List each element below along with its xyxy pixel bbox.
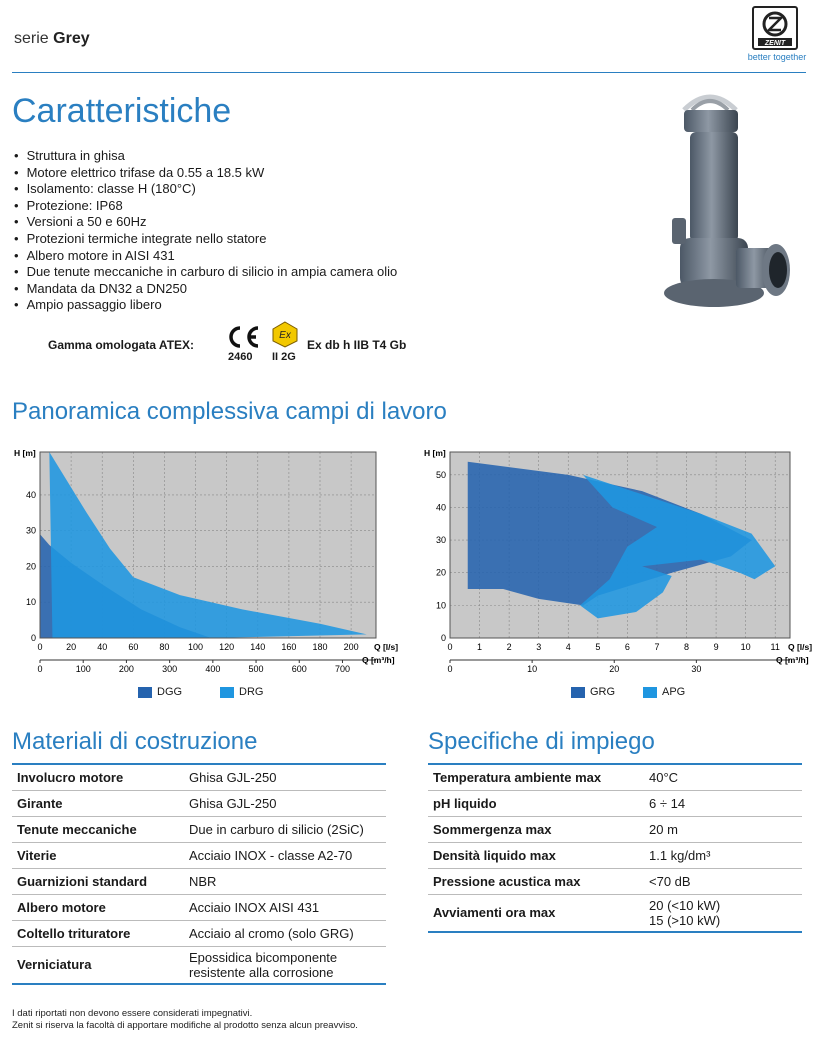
x-tick-label: 10 — [740, 642, 751, 652]
materials-key: Tenute meccaniche — [12, 816, 184, 842]
x2-tick-label: 30 — [691, 664, 702, 674]
specs-row — [428, 790, 802, 816]
x-tick-label: 0 — [37, 642, 43, 652]
materials-key: Coltello trituratore — [12, 920, 184, 946]
specs-value: 20 m — [644, 816, 802, 842]
y-tick-label: 40 — [435, 502, 446, 513]
materials-row — [12, 920, 386, 946]
series-name: Grey — [53, 30, 90, 47]
specs-row — [428, 868, 802, 894]
x-tick-label: 180 — [312, 642, 328, 652]
x2-tick-label: 0 — [447, 664, 453, 674]
svg-text:Ex: Ex — [279, 330, 291, 341]
specs-value: <70 dB — [644, 868, 802, 894]
materials-row — [12, 894, 386, 920]
materials-value: Acciaio INOX AISI 431 — [184, 894, 386, 920]
materials-value: Acciaio al cromo (solo GRG) — [184, 920, 386, 946]
zenit-logo — [752, 6, 798, 50]
legend-apg — [643, 686, 685, 698]
y-tick-label: 20 — [25, 561, 36, 572]
materials-key: Girante — [12, 790, 184, 816]
x-tick-label: 60 — [128, 642, 139, 652]
legend-drg — [220, 686, 263, 698]
specs-value: 6 ÷ 14 — [644, 790, 802, 816]
specs-row — [428, 894, 802, 932]
specs-value-line: 20 (<10 kW) — [649, 897, 721, 913]
features-list — [14, 148, 397, 314]
materials-row — [12, 946, 386, 984]
materials-value: NBR — [184, 868, 386, 894]
ex-group: II 2G — [272, 351, 296, 363]
materials-value: Ghisa GJL-250 — [184, 764, 386, 790]
materials-value-line: Epossidica bicomponente — [189, 949, 338, 965]
feature-item: • Isolamento: classe H (180°C) — [14, 181, 397, 198]
materials-key: Guarnizioni standard — [12, 868, 184, 894]
x-tick-label: 6 — [624, 642, 630, 652]
x-tick-label: 2 — [506, 642, 512, 652]
legend-drg-label: DRG — [239, 686, 264, 698]
specs-row — [428, 816, 802, 842]
specs-value-line: 15 (>10 kW) — [649, 912, 721, 928]
materials-value: Due in carburo di silicio (2SiC) — [184, 816, 386, 842]
brand-tagline: better together — [747, 52, 807, 62]
materials-value: Ghisa GJL-250 — [184, 790, 386, 816]
specs-key: Pressione acustica max — [428, 868, 644, 894]
feature-item: • Due tenute meccaniche in carburo di silicio in ampia camera olio — [14, 264, 397, 281]
x-tick-label: 1 — [477, 642, 483, 652]
y-tick-label: 0 — [30, 633, 36, 643]
legend-grg-label: GRG — [590, 686, 616, 698]
x-tick-label: 8 — [684, 642, 690, 652]
x-axis-label: Q [l/s] — [374, 642, 399, 652]
materials-value-line: resistente alla corrosione — [189, 964, 334, 980]
x-tick-label: 80 — [159, 642, 170, 652]
y-tick-label: 30 — [25, 525, 36, 536]
y-tick-label: 10 — [25, 597, 36, 608]
legend-grg — [571, 686, 615, 698]
features-title: Caratteristiche — [12, 92, 232, 130]
materials-row — [12, 764, 386, 790]
x-tick-label: 40 — [97, 642, 108, 652]
specs-row — [428, 764, 802, 790]
materials-value — [184, 946, 386, 984]
x-tick-label: 20 — [66, 642, 77, 652]
x2-tick-label: 20 — [609, 664, 620, 674]
performance-chart-dgg-drg — [10, 444, 399, 680]
x-tick-label: 160 — [281, 642, 297, 652]
specs-table — [428, 763, 802, 933]
legend-dgg — [138, 686, 182, 698]
materials-key: Viterie — [12, 842, 184, 868]
header-divider — [12, 72, 806, 73]
x-tick-label: 120 — [219, 642, 235, 652]
specs-key: Densità liquido max — [428, 842, 644, 868]
x-tick-label: 200 — [343, 642, 359, 652]
materials-table — [12, 763, 386, 985]
x-axis-label: Q [l/s] — [788, 642, 813, 652]
legend-grg-swatch — [571, 687, 585, 698]
x2-tick-label: 600 — [291, 664, 307, 674]
x-tick-label: 9 — [713, 642, 719, 652]
y-tick-label: 20 — [435, 567, 446, 578]
feature-item: • Protezioni termiche integrate nello statore — [14, 231, 397, 248]
specs-row — [428, 842, 802, 868]
pump-image — [640, 88, 800, 328]
materials-title: Materiali di costruzione — [12, 728, 258, 755]
legend-dgg-label: DGG — [157, 686, 183, 698]
y-tick-label: 50 — [435, 469, 446, 480]
specs-value: 1.1 kg/dm³ — [644, 842, 802, 868]
specs-key: Sommergenza max — [428, 816, 644, 842]
series-prefix: serie — [14, 30, 49, 47]
specs-value — [644, 894, 802, 932]
materials-row — [12, 816, 386, 842]
y-axis-label: H [m] — [14, 448, 36, 458]
feature-item: • Albero motore in AISI 431 — [14, 248, 397, 265]
ce-number: 2460 — [228, 351, 253, 363]
series-title — [14, 30, 90, 48]
atex-code: Ex db h IIB T4 Gb — [307, 338, 407, 352]
feature-item: • Versioni a 50 e 60Hz — [14, 214, 397, 231]
x2-axis-label: Q [m³/h] — [362, 655, 395, 665]
performance-chart-grg-apg — [420, 444, 813, 680]
feature-item: • Motore elettrico trifase da 0.55 a 18.5 kW — [14, 165, 397, 182]
x2-tick-label: 100 — [75, 664, 91, 674]
materials-row — [12, 868, 386, 894]
logo-text: ZENIT — [764, 40, 786, 47]
ex-atex-icon — [271, 320, 299, 348]
y-axis-label: H [m] — [424, 448, 446, 458]
x-tick-label: 11 — [770, 642, 780, 652]
x-tick-label: 3 — [536, 642, 542, 652]
x2-axis-label: Q [m³/h] — [776, 655, 809, 665]
specs-key: Temperatura ambiente max — [428, 764, 644, 790]
x2-tick-label: 10 — [527, 664, 538, 674]
x-tick-label: 7 — [654, 642, 660, 652]
materials-key: Albero motore — [12, 894, 184, 920]
y-tick-label: 0 — [440, 633, 446, 643]
legend-apg-label: APG — [662, 686, 686, 698]
disclaimer-line: Zenit si riserva la facoltà di apportare modifiche al prodotto senza alcun preavviso. — [12, 1020, 358, 1031]
x2-tick-label: 0 — [37, 664, 43, 674]
x2-tick-label: 300 — [162, 664, 178, 674]
x-tick-label: 140 — [250, 642, 266, 652]
disclaimer-line: I dati riportati non devono essere considerati impegnativi. — [12, 1008, 253, 1019]
x2-tick-label: 400 — [205, 664, 221, 674]
specs-value: 40°C — [644, 764, 802, 790]
ce-mark-icon — [222, 324, 262, 350]
x-tick-label: 4 — [565, 642, 571, 652]
materials-key: Involucro motore — [12, 764, 184, 790]
disclaimer — [12, 1008, 358, 1032]
materials-row — [12, 842, 386, 868]
x2-tick-label: 500 — [248, 664, 264, 674]
overview-title: Panoramica complessiva campi di lavoro — [12, 398, 447, 425]
y-tick-label: 10 — [435, 600, 446, 611]
specs-key: pH liquido — [428, 790, 644, 816]
x-tick-label: 0 — [447, 642, 453, 652]
legend-drg-swatch — [220, 687, 234, 698]
feature-item: • Protezione: IP68 — [14, 198, 397, 215]
legend-apg-swatch — [643, 687, 657, 698]
materials-value: Acciaio INOX - classe A2-70 — [184, 842, 386, 868]
specs-key: Avviamenti ora max — [428, 894, 644, 932]
feature-item: • Ampio passaggio libero — [14, 297, 397, 314]
specs-title: Specifiche di impiego — [428, 728, 655, 755]
y-tick-label: 40 — [25, 489, 36, 500]
feature-item: • Struttura in ghisa — [14, 148, 397, 165]
y-tick-label: 30 — [435, 535, 446, 546]
legend-dgg-swatch — [138, 687, 152, 698]
x-tick-label: 100 — [188, 642, 204, 652]
x2-tick-label: 700 — [334, 664, 350, 674]
materials-row — [12, 790, 386, 816]
x2-tick-label: 200 — [118, 664, 134, 674]
x-tick-label: 5 — [595, 642, 601, 652]
atex-label: Gamma omologata ATEX: — [48, 338, 195, 352]
materials-key: Verniciatura — [12, 946, 184, 984]
feature-item: • Mandata da DN32 a DN250 — [14, 281, 397, 298]
